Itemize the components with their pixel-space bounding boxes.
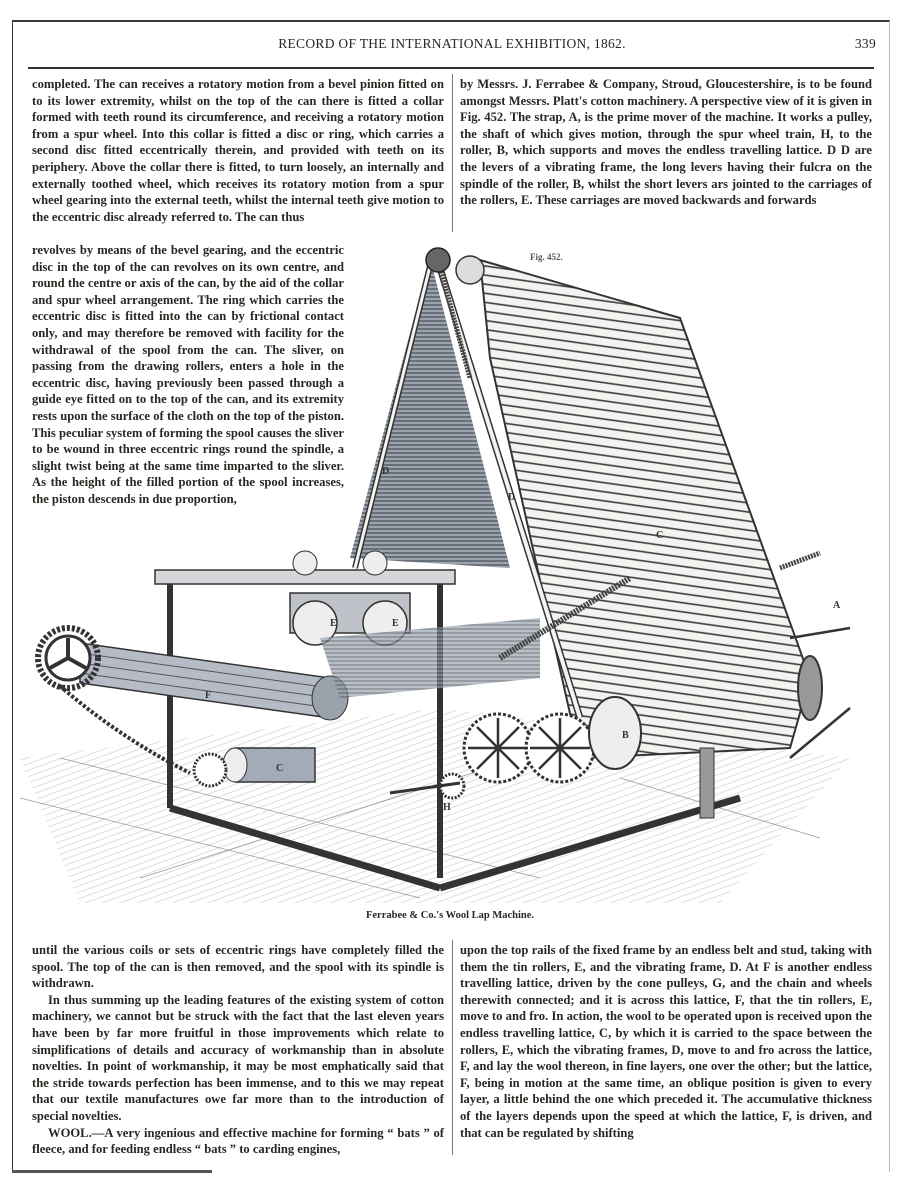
paragraph: completed. The can receives a rotatory motion from a bevel pinion fitted on to its lower extremity, whilst on the top of the can there is fitted a collar formed with teeth round its circumference, and receiving a rotatory motion from a spur wheel. Into this collar is fitted a disc or ring, which carries a second disc fitted eccentrically therein, and provided with teeth on its periphery. Above the collar there is fitted, to turn loosely, an internally and externally toothed wheel, which receives its rotatory motion from a spur wheel gearing into the external teeth, whilst the internal teeth give motion to the eccentric disc already referred to. The can thus (32, 77, 444, 224)
top-right-column (460, 76, 872, 209)
machine-engraving (20, 238, 870, 903)
part-label-e: E (330, 618, 337, 629)
figure-wool-lap-machine (20, 238, 870, 903)
top-left-column (32, 76, 444, 225)
paragraph: by Messrs. J. Ferrabee & Company, Stroud, Gloucestershire, is to be found amongst Messrs. Platt's cotton machinery. A perspective view of it is given in Fig. 452. The strap, A, is the prime mover of the machine. It works a pulley, the shaft of which gives motion, through the spur wheel train, H, to the roller, B, which supports and moves the endless travelling lattice. D D are the levers of a vibrating frame, the long levers having their fulcra on the spindle of the roller, B, whilst the short levers ars jointed to the carriages of the rollers, E. These carriages are moved backwards and forwards (460, 77, 872, 208)
page-number: 339 (854, 36, 876, 51)
part-label-d: D (382, 466, 390, 477)
part-label-c-lower: C (276, 763, 284, 774)
part-label-c: C (656, 530, 664, 541)
running-head (28, 36, 876, 56)
paragraph: revolves by means of the bevel gearing, and the eccentric disc in the top of the can revolves on its own centre, and round the centre or axis of the can, by the aid of the collar and spur wheel arrangement. The ring which carries the eccentric disc is fitted into the can by frictional contact only, and may therefore be removed with facility for the withdrawal of the spool from the can. The sliver, on passing from the drawing rollers, enters a hole in the eccentric disc, having previously been passed through a guide eye fitted on to the top of the can, and its extremity rests upon the surface of the cloth on the top of the piston. This peculiar system of forming the spool causes the sliver to be wound in three eccentric rings round the spindle, a slight twist being at the same time imparted to the sliver. As the height of the filled portion of the spool increases, the piston descends in due proportion, (32, 243, 344, 506)
figure-caption: Ferrabee & Co.'s Wool Lap Machine. (365, 910, 535, 921)
figure-number: Fig. 452. (530, 252, 563, 262)
column-divider (452, 74, 453, 232)
part-label-a: A (833, 600, 841, 611)
part-label-f: F (205, 690, 212, 701)
wool-heading: WOOL. (48, 1125, 92, 1140)
header-rule (28, 67, 874, 69)
paragraph: In thus summing up the leading features of the existing system of cotton machinery, we cannot but be struck with the fact that the last eleven years have been by far more fruitful in those improvements which relate to simplifications of details and accuracy of workmanship than in absolute novelties. In point of workmanship, it may be most emphatically said that the stride towards perfection has been immense, and to this we may repeat that our textile manufactures owe far more than to the introduction of special novelties. (32, 992, 444, 1123)
part-label-d-2: D (508, 492, 516, 503)
part-label-e-2: E (392, 618, 399, 629)
wool-text: —A very ingenious and effective machine for forming “ bats ” of fleece, and for feeding endless “ bats ” to carding engines, (32, 1125, 444, 1157)
wool-paragraph (32, 1125, 444, 1158)
page-bottom-edge (12, 1170, 212, 1173)
paragraph: until the various coils or sets of eccentric rings have completely filled the spool. The top of the can is then removed, and the spool with its spindle is withdrawn. (32, 943, 444, 991)
paragraph: upon the top rails of the fixed frame by an endless belt and stud, taking with them the tin rollers, E, and the vibrating frame, D. At F is another endless travelling lattice, driven by the cone pulleys, G, and the chain and wheels therewith connected; and it is across this lattice, F, that the tin rollers, E, move to and fro. In action, the wool to be operated upon is received upon the endless travelling lattice, C, by which it is carried to the space between the rollers, E, which the vibrating frames, D, move to and fro across the lattice, F, and lay the wool thereon, in fine layers, one over the other; but the lattice, F, being in motion at the same time, an oblique position is given to every layer, a little behind the one which preceded it. The accumulative thickness of the layers depends upon the speed at which the lattice, F, is driven, and that can be regulated by shifting (460, 943, 872, 1140)
running-head-title: RECORD OF THE INTERNATIONAL EXHIBITION, 1862. (278, 36, 626, 51)
bottom-left-column (32, 942, 444, 1158)
column-divider (452, 940, 453, 1155)
part-label-b: B (622, 730, 629, 741)
bottom-right-column (460, 942, 872, 1141)
part-label-h: H (443, 802, 451, 813)
